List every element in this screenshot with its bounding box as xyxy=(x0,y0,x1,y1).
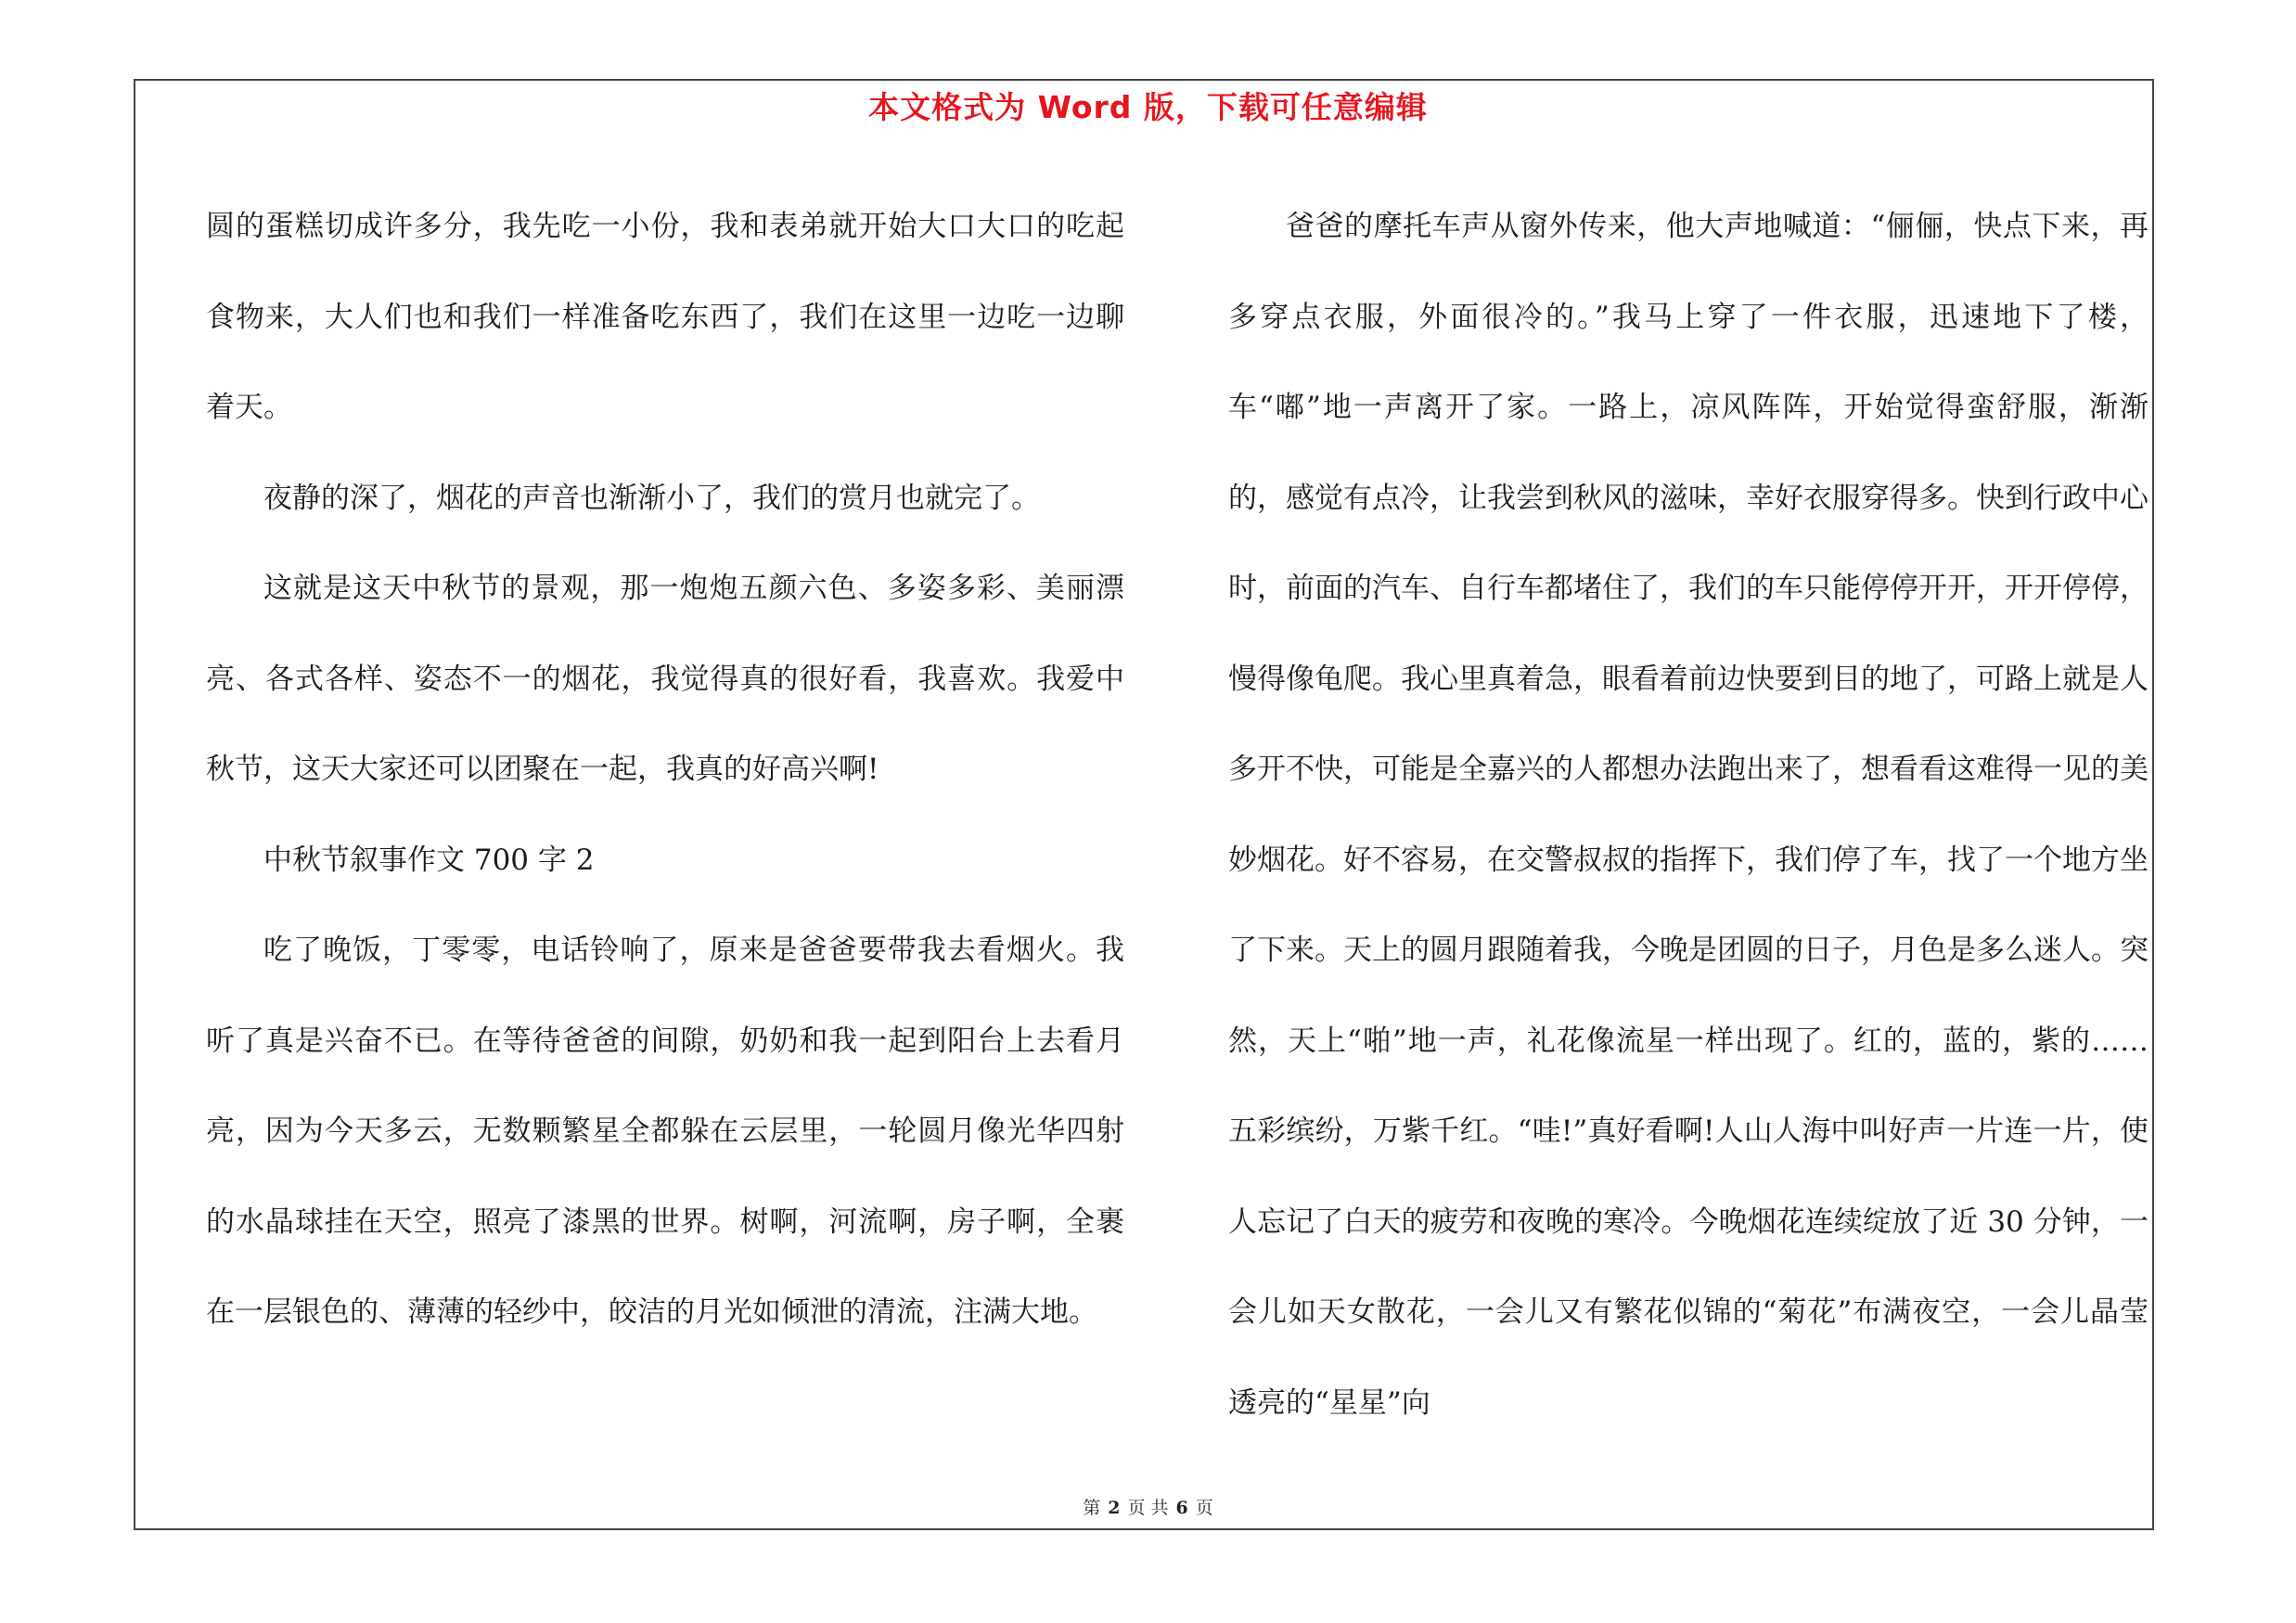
paragraph: 这就是这天中秋节的景观，那一炮炮五颜六色、多姿多彩、美丽漂亮、各式各样、姿态不一的烟花，我觉得真的很好看，我喜欢。我爱中秋节，这天大家还可以团聚在一起，我真的好高兴啊! xyxy=(206,572,1124,786)
left-column xyxy=(206,182,1124,1359)
right-column xyxy=(1228,182,2148,1449)
current-page-number: 2 xyxy=(1108,1498,1121,1518)
footer-suffix: 页 xyxy=(1195,1498,1213,1518)
paragraph: 夜静的深了，烟花的声音也渐渐小了，我们的赏月也就完了。 xyxy=(263,481,1040,515)
paragraph: 吃了晚饭，丁零零，电话铃响了，原来是爸爸要带我去看烟火。我听了真是兴奋不已。在等待爸爸的间隙，奶奶和我一起到阳台上去看月亮，因为今天多云，无数颗繁星全都躲在云层里，一轮圆月像光华四射的水晶球挂在天空，照亮了漆黑的世界。树啊，河流啊，房子啊，全裹在一层银色的、薄薄的轻纱中，皎洁的月光如倾泄的清流，注满大地。 xyxy=(206,934,1124,1329)
paragraph: 圆的蛋糕切成许多分，我先吃一小份，我和表弟就开始大口大口的吃起食物来，大人们也和我们一样准备吃东西了，我们在这里一边吃一边聊着天。 xyxy=(206,210,1124,424)
page-number-footer xyxy=(0,1494,2296,1519)
total-page-count: 6 xyxy=(1175,1498,1188,1518)
document-banner: 本文格式为 Word 版，下载可任意编辑 xyxy=(868,89,1428,125)
footer-prefix: 第 xyxy=(1083,1498,1101,1518)
footer-middle: 页 共 xyxy=(1127,1498,1169,1518)
paragraph: 爸爸的摩托车声从窗外传来，他大声地喊道：“俪俪，快点下来，再多穿点衣服，外面很冷的。”我马上穿了一件衣服，迅速地下了楼，车“嘟”地一声离开了家。一路上，凉风阵阵，开始觉得蛮舒服，渐渐的，感觉有点冷，让我尝到秋风的滋味，幸好衣服穿得多。快到行政中心时，前面的汽车、自行车都堵住了，我们的车只能停停开开，开开停停，慢得像龟爬。我心里真着急，眼看着前边快要到目的地了，可路上就是人多开不快，可能是全嘉兴的人都想办法跑出来了，想看看这难得一见的美妙烟花。好不容易，在交警叔叔的指挥下，我们停了车，找了一个地方坐了下来。天上的圆月跟随着我，今晚是团圆的日子，月色是多么迷人。突然，天上“啪”地一声，礼花像流星一样出现了。红的，蓝的，紫的……五彩缤纷，万紫千红。“哇!”真好看啊!人山人海中叫好声一片连一片，使人忘记了白天的疲劳和夜晚的寒冷。今晚烟花连续绽放了近 30 分钟，一会儿如天女散花，一会儿又有繁花似锦的“菊花”布满夜空，一会儿晶莹透亮的“星星”向 xyxy=(1228,210,2148,1420)
section-heading: 中秋节叙事作文 700 字 2 xyxy=(263,843,595,877)
